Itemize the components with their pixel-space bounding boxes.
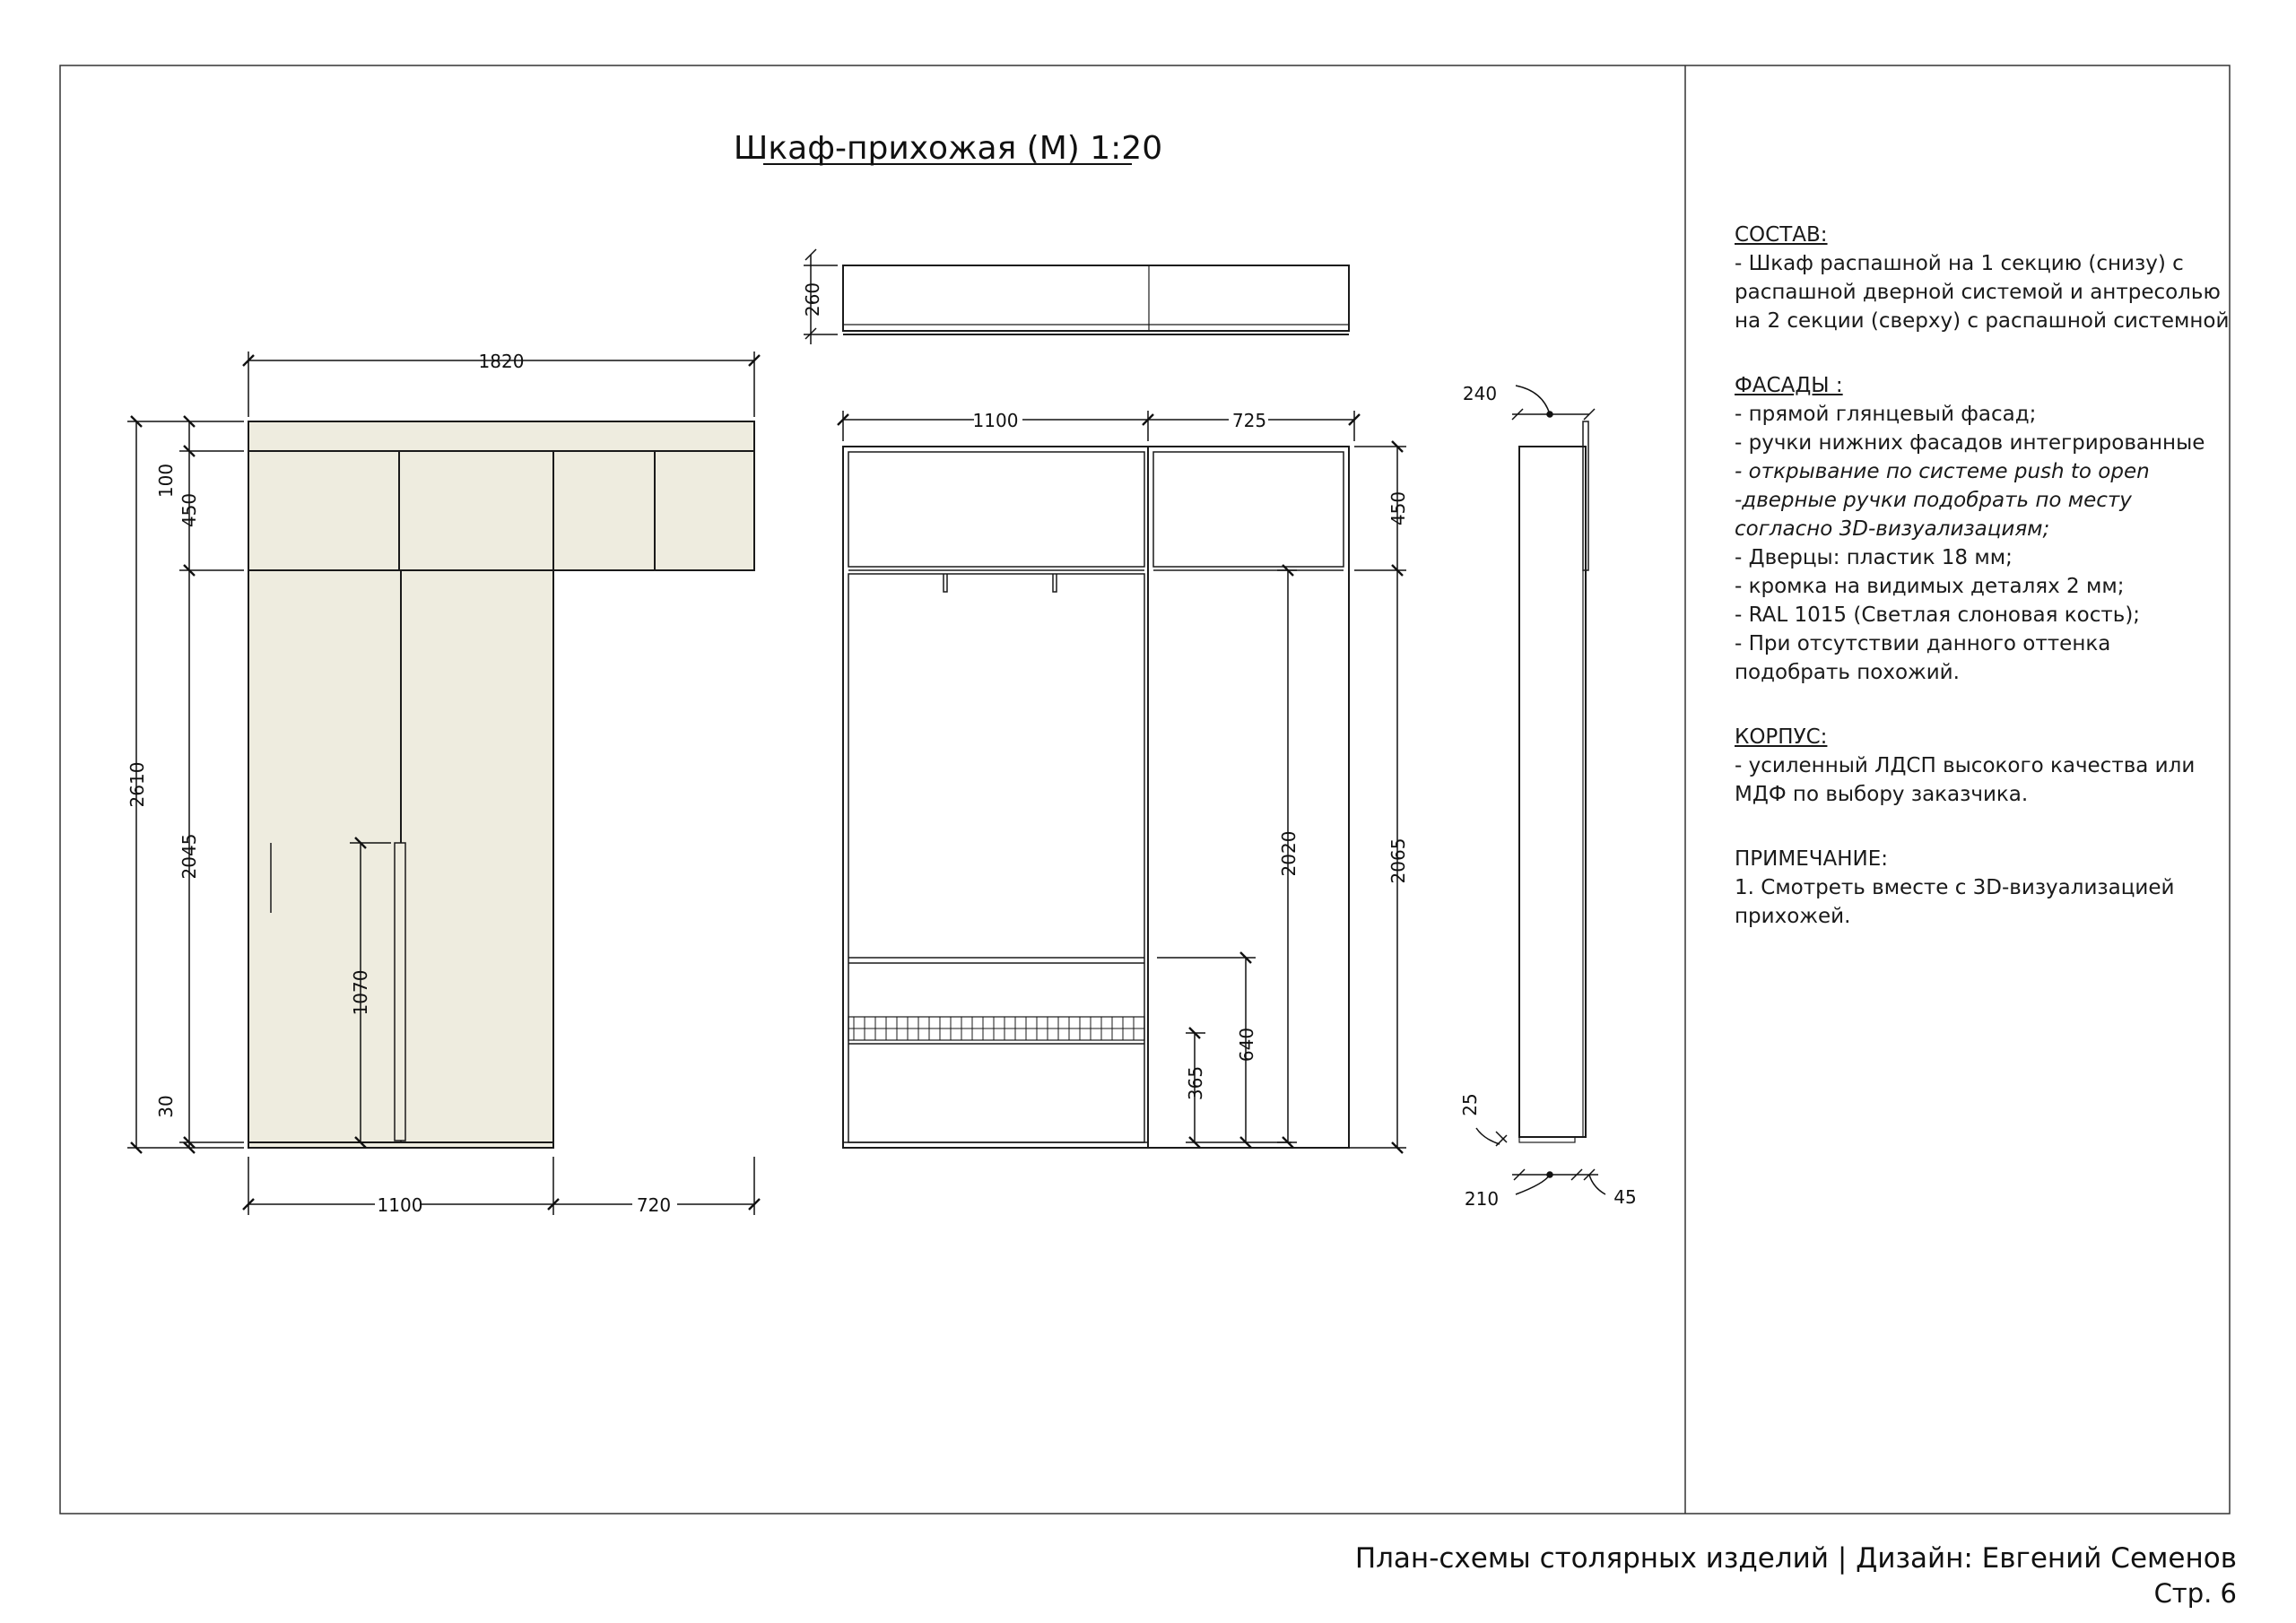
plinth-strip bbox=[248, 1142, 553, 1148]
drawing-title: Шкаф-прихожая (М) 1:20 bbox=[733, 130, 1163, 167]
facades-line-7: - кромка на видимых деталях 2 мм; bbox=[1735, 575, 2125, 598]
composition-line-2: распашной дверной системой и антресолью bbox=[1735, 281, 2221, 304]
facades-heading: ФАСАДЫ : bbox=[1735, 374, 1843, 397]
dim-interior-right-width: 725 bbox=[1231, 410, 1267, 431]
facades-line-2: - ручки нижних фасадов интегрированные bbox=[1735, 431, 2205, 455]
dim-total-width: 1820 bbox=[478, 351, 525, 372]
dim-handle-height: 1070 bbox=[350, 969, 371, 1016]
body-heading: КОРПУС: bbox=[1735, 725, 1828, 749]
body-line-1: - усиленный ЛДСП высокого качества или bbox=[1735, 754, 2196, 777]
mezzanine-door-1 bbox=[248, 451, 399, 570]
dim-side-top-depth: 240 bbox=[1462, 383, 1498, 404]
body-line-2: МДФ по выбору заказчика. bbox=[1735, 783, 2029, 806]
facades-line-1: - прямой глянцевый фасад; bbox=[1735, 403, 2037, 426]
facades-line-3: - открывание по системе push to open bbox=[1735, 460, 2150, 483]
dim-side-plinth: 25 bbox=[1459, 1093, 1481, 1116]
dim-side-facade: 45 bbox=[1613, 1186, 1637, 1208]
dim-top-cap: 100 bbox=[155, 463, 177, 499]
facades-line-6: - Дверцы: пластик 18 мм; bbox=[1735, 546, 2013, 569]
side-view bbox=[1519, 421, 1588, 1142]
facades-line-9: - При отсутствии данного оттенка bbox=[1735, 632, 2111, 655]
footer-page-number: Стр. 6 bbox=[2153, 1578, 2237, 1609]
interior-view bbox=[843, 447, 1349, 1148]
dim-interior-left-width: 1100 bbox=[972, 410, 1019, 431]
composition-line-1: - Шкаф распашной на 1 секцию (снизу) с bbox=[1735, 252, 2184, 275]
remark-heading: ПРИМЕЧАНИЕ: bbox=[1735, 847, 1889, 871]
remark-line-1: 1. Смотреть вместе с 3D-визуализацией bbox=[1735, 876, 2175, 899]
notes-remark bbox=[1735, 845, 2237, 931]
footer-project-line: План-схемы столярных изделий | Дизайн: Евгений Семенов bbox=[1354, 1542, 2237, 1575]
notes-composition bbox=[1735, 221, 2237, 335]
facades-line-10: подобрать похожий. bbox=[1735, 661, 1960, 684]
composition-line-3: на 2 секции (сверху) с распашной системной bbox=[1735, 309, 2230, 333]
integrated-handle bbox=[395, 843, 405, 1141]
dim-interior-right-lower: 2020 bbox=[1278, 830, 1300, 877]
facades-line-5: согласно 3D-визуализациям; bbox=[1735, 517, 2050, 541]
mezzanine-plan bbox=[843, 265, 1349, 334]
interior-view-dimensions bbox=[843, 411, 1406, 1148]
remark-line-2: прихожей. bbox=[1735, 905, 1851, 928]
dim-total-height: 2610 bbox=[126, 761, 148, 808]
top-cap-panel bbox=[248, 421, 754, 451]
mezzanine-door-4 bbox=[655, 451, 754, 570]
facades-line-8: - RAL 1015 (Светлая слоновая кость); bbox=[1735, 603, 2141, 627]
notes-panel bbox=[1735, 221, 2237, 967]
dim-side-bottom-depth: 210 bbox=[1464, 1188, 1500, 1210]
dim-plinth: 30 bbox=[155, 1095, 177, 1118]
dim-mezzanine-depth: 260 bbox=[802, 282, 823, 317]
mezzanine-door-3 bbox=[553, 451, 655, 570]
lower-door-right bbox=[401, 570, 553, 1142]
dim-mezzanine-height: 450 bbox=[178, 492, 200, 528]
front-view bbox=[248, 421, 754, 1148]
facades-line-4: -дверные ручки подобрать по месту bbox=[1735, 489, 2132, 512]
dim-interior-overall-lower: 2065 bbox=[1387, 838, 1409, 884]
dim-lower-height: 2045 bbox=[178, 833, 200, 880]
composition-heading: СОСТАВ: bbox=[1735, 223, 1828, 247]
dim-interior-shelf-365: 365 bbox=[1185, 1065, 1206, 1101]
dim-lower-width: 1100 bbox=[377, 1194, 423, 1216]
notes-facades bbox=[1735, 371, 2237, 687]
dim-interior-shelf-640: 640 bbox=[1236, 1027, 1257, 1063]
dim-open-width: 720 bbox=[636, 1194, 672, 1216]
notes-body bbox=[1735, 723, 2237, 809]
mezzanine-door-2 bbox=[399, 451, 553, 570]
dim-interior-top-section: 450 bbox=[1387, 490, 1409, 526]
